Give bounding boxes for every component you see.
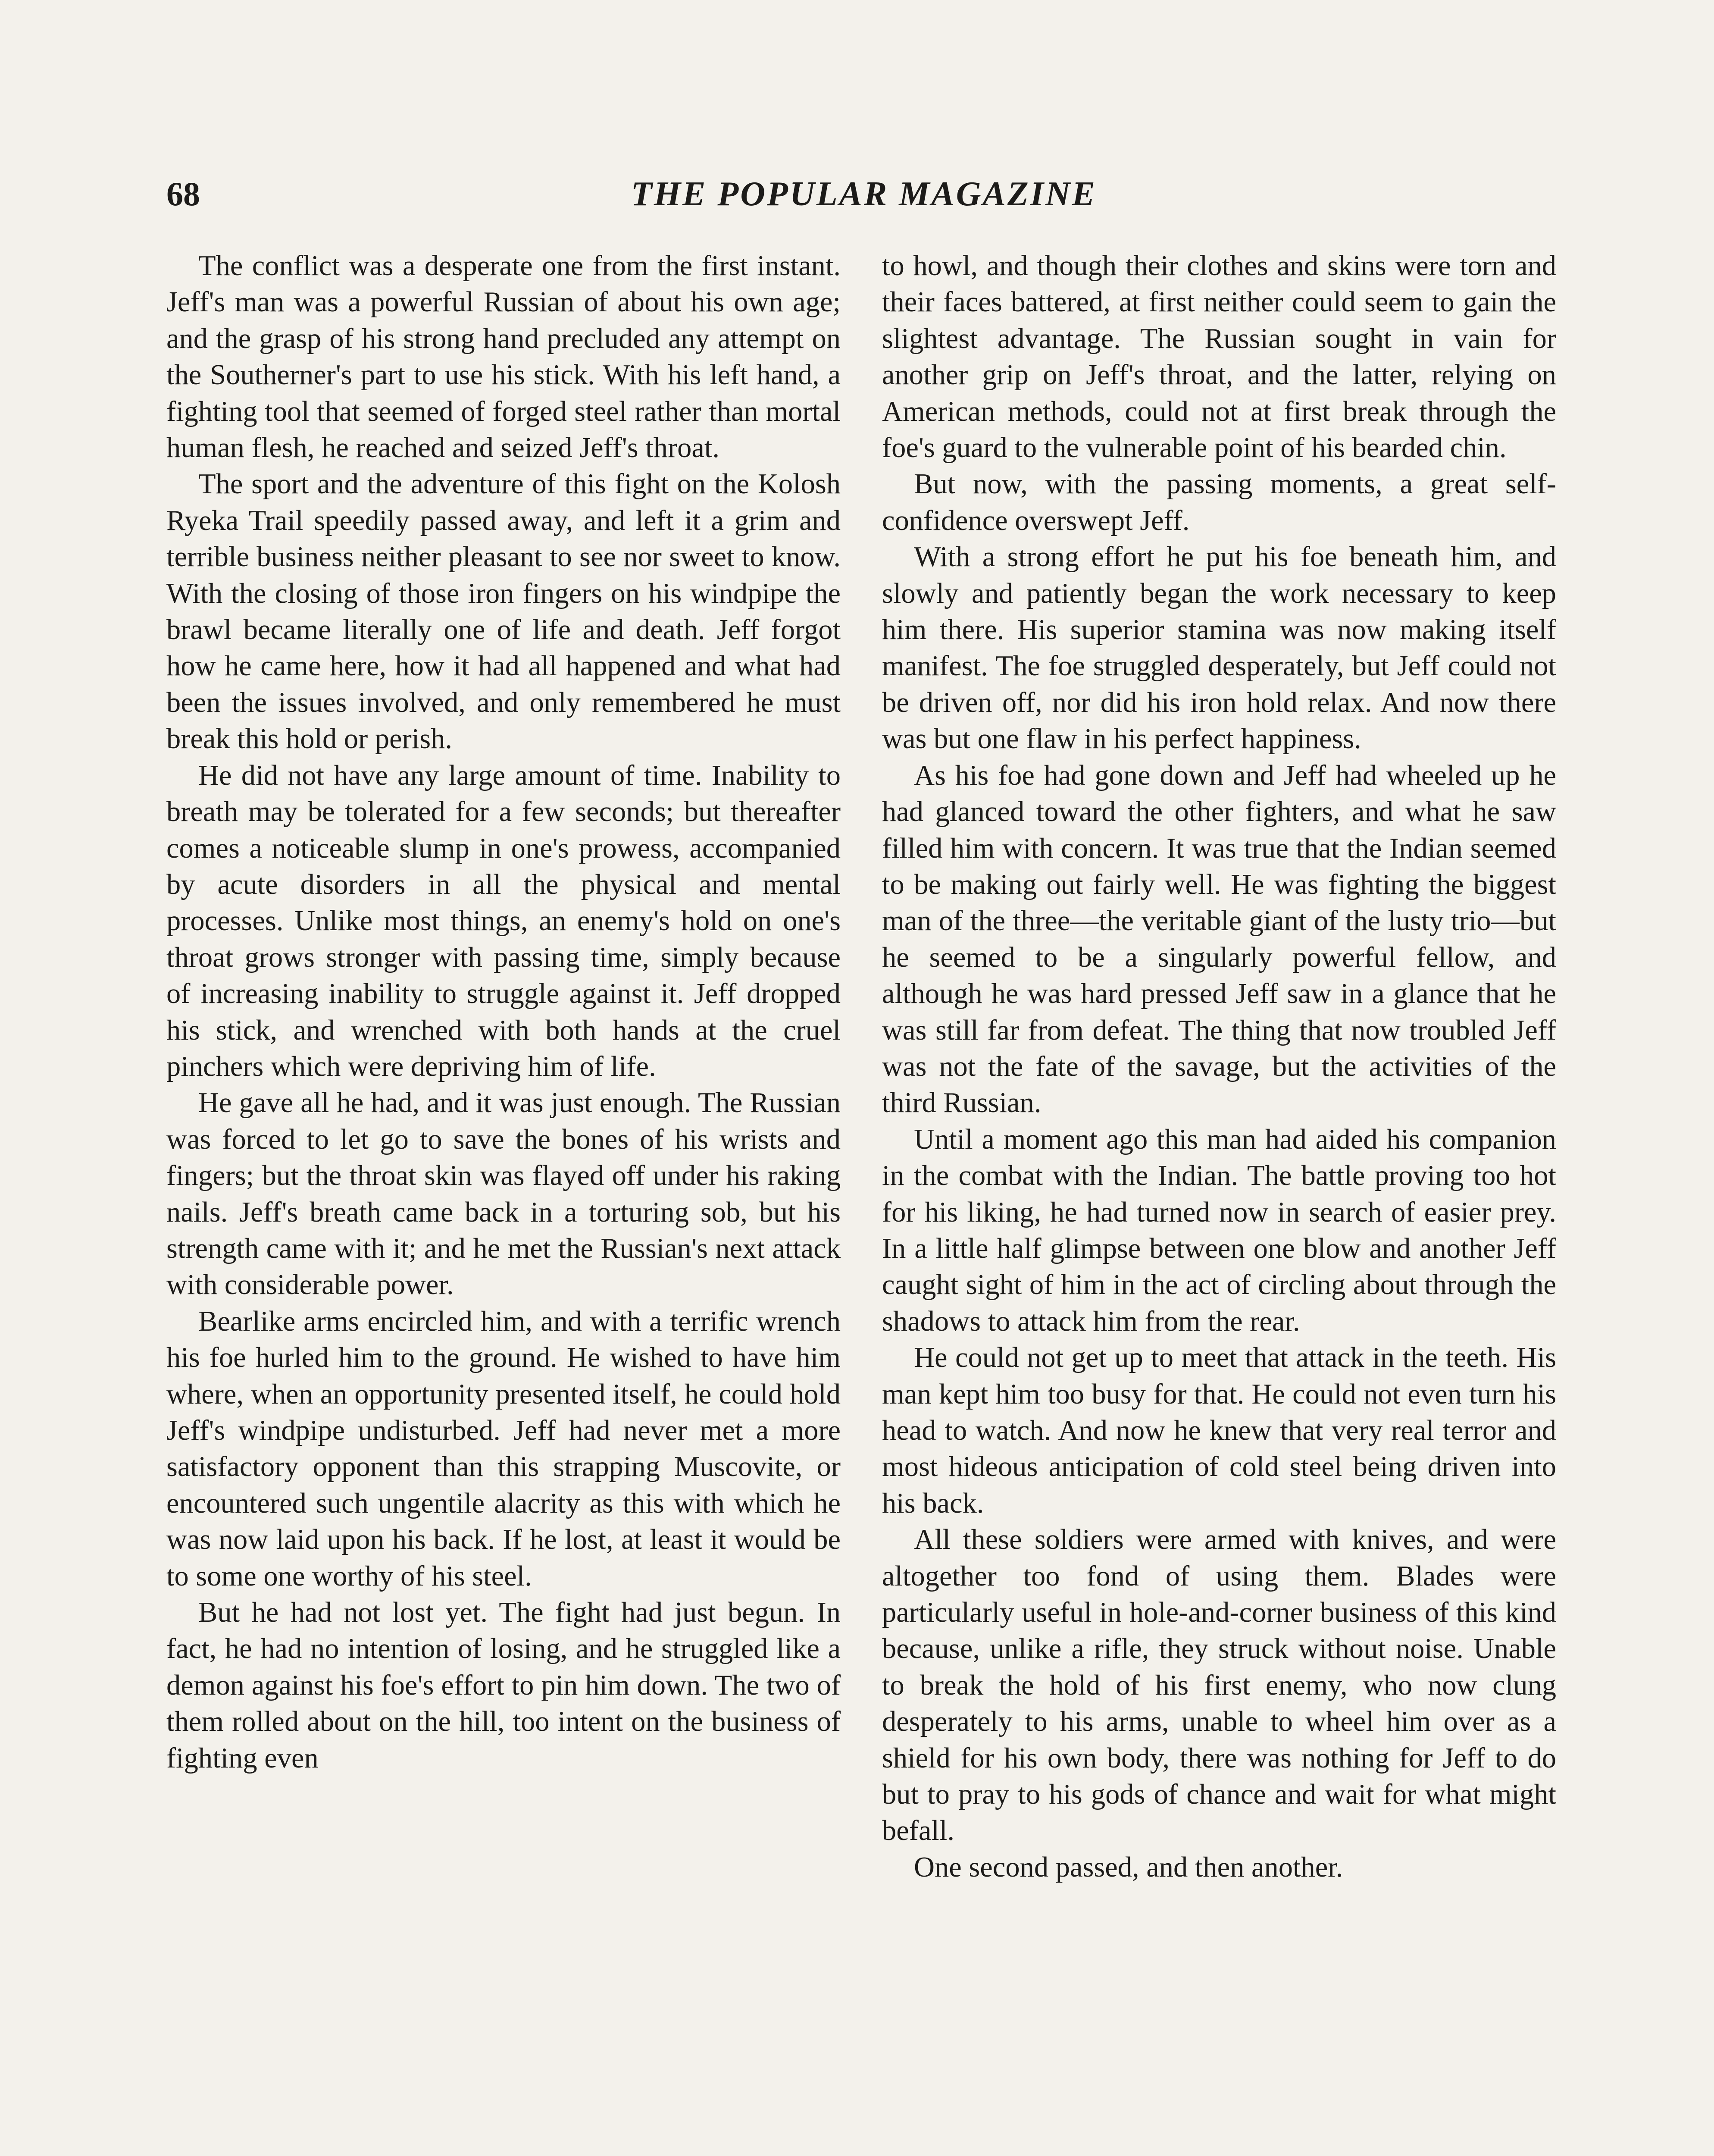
running-title: THE POPULAR MAGAZINE xyxy=(631,175,1097,213)
paragraph: He gave all he had, and it was just enough. The Russian was forced to let go to save the bones of his wrists and fingers; but the throat skin was flayed off under his raking nails. Jeff's breath came back in a torturing sob, but his strength came with it; and he met the Russian's next attack with considerable power. xyxy=(166,1087,841,1301)
paragraph: Bearlike arms encircled him, and with a terrific wrench his foe hurled him to the ground. He wished to have him where, when an opportunity presented itself, he could hold Jeff's windpipe undisturbed. Jeff had never met a more satisfactory opponent than this strapping Muscovite, or encountered such ungentile alacrity as this with which he was now laid upon his back. If he lost, at least it would be to some one worthy of his steel. xyxy=(166,1305,841,1592)
paragraph: All these soldiers were armed with knives, and were altogether too fond of using them. Blades were particularly useful in hole-and-corner business of this kind because, unlike a rifle, they struck without noise. Unable to break the hold of his first enemy, who now clung desperately to his arms, unable to wheel him over as a shield for his own body, there was nothing for Jeff to do but to pray to his gods of chance and wait for what might befall. xyxy=(882,1524,1556,1847)
paragraph: But now, with the passing moments, a great self-confidence overswept Jeff. xyxy=(882,468,1556,536)
text-column-left xyxy=(166,248,841,1777)
paragraph: He did not have any large amount of time. Inability to breath may be tolerated for a few seconds; but thereafter comes a noticeable slump in one's prowess, accompanied by acute disorders in all the physical and mental processes. Unlike most things, an enemy's hold on one's throat grows stronger with passing time, simply because of increasing inability to struggle against it. Jeff dropped his stick, and wrenched with both hands at the cruel pinchers which were depriving him of life. xyxy=(166,759,841,1082)
paragraph: The sport and the adventure of this fight on the Kolosh Ryeka Trail speedily passed away, and left it a grim and terrible business neither pleasant to see nor sweet to know. With the closing of those iron fingers on his windpipe the brawl became literally one of life and death. Jeff forgot how he came here, how it had all happened and what had been the issues involved, and only remembered he must break this hold or perish. xyxy=(166,468,841,755)
paragraph: He could not get up to meet that attack in the teeth. His man kept him too busy for that. He could not even turn his head to watch. And now he knew that very real terror and most hideous anticipation of cold steel being driven into his back. xyxy=(882,1342,1556,1519)
paragraph: One second passed, and then another. xyxy=(914,1851,1343,1883)
paragraph: As his foe had gone down and Jeff had wheeled up he had glanced toward the other fighters, and what he saw filled him with concern. It was true that the Indian seemed to be making out fairly well. He was fighting the biggest man of the three—the veritable giant of the lusty trio—but he seemed to be a singularly powerful fellow, and although he was hard pressed Jeff saw in a glance that he was still far from defeat. The thing that now troubled Jeff was not the fate of the savage, but the activities of the third Russian. xyxy=(882,759,1556,1119)
paragraph: But he had not lost yet. The fight had just begun. In fact, he had no intention of losing, and he struggled like a demon against his foe's effort to pin him down. The two of them rolled about on the hill, too intent on the business of fighting even xyxy=(166,1597,841,1774)
paragraph: to howl, and though their clothes and skins were torn and their faces battered, at first neither could seem to gain the slightest advantage. The Russian sought in vain for another grip on Jeff's throat, and the latter, relying on American methods, could not at first break through the foe's guard to the vulnerable point of his bearded chin. xyxy=(882,250,1556,464)
paragraph: The conflict was a desperate one from the first instant. Jeff's man was a powerful Russian of about his own age; and the grasp of his strong hand precluded any attempt on the Southerner's part to use his stick. With his left hand, a fighting tool that seemed of forged steel rather than mortal human flesh, he reached and seized Jeff's throat. xyxy=(166,250,841,464)
paragraph: With a strong effort he put his foe beneath him, and slowly and patiently began the work necessary to keep him there. His superior stamina was now making itself manifest. The foe struggled desperately, but Jeff could not be driven off, nor did his iron hold relax. And now there was but one flaw in his perfect happiness. xyxy=(882,541,1556,755)
paragraph: Until a moment ago this man had aided his companion in the combat with the Indian. The battle proving too hot for his liking, he had turned now in search of easier prey. In a little half glimpse between one blow and another Jeff caught sight of him in the act of circling about through the shadows to attack him from the rear. xyxy=(882,1123,1556,1337)
page-header xyxy=(166,168,1561,220)
page-number: 68 xyxy=(166,175,200,213)
text-column-right xyxy=(882,248,1556,1886)
